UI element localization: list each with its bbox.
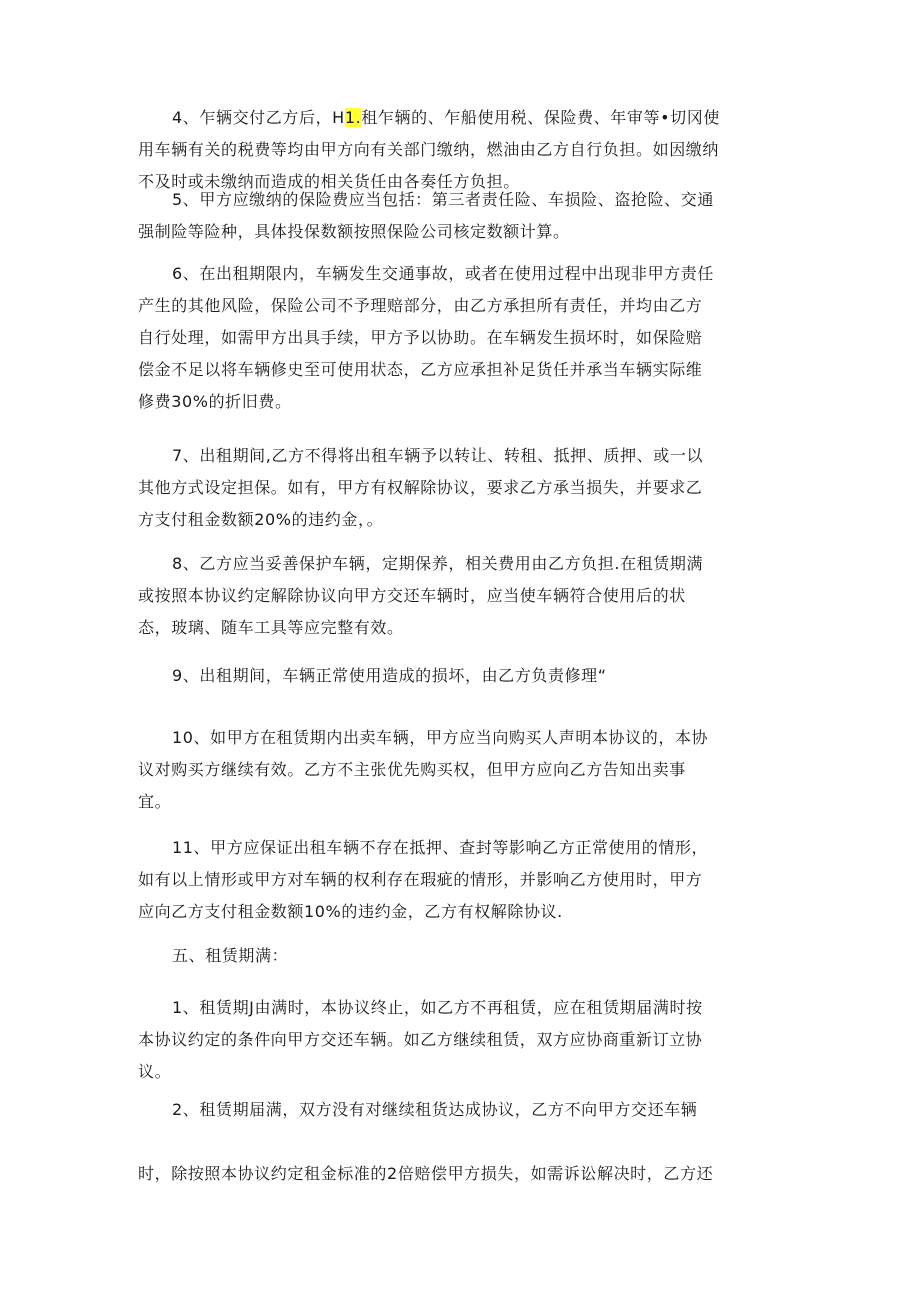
section-5-item-2-continued	[138, 1158, 780, 1190]
highlighted-text: 1.	[344, 108, 362, 127]
text-line	[138, 102, 780, 134]
paragraph-9	[138, 660, 780, 692]
text-line: 自行处理，如需甲方出具手续，甲方予以协助。在车辆发生损坏时，如保险赔	[138, 328, 703, 347]
text-line: 7、出租期间,乙方不得将出租车辆予以转让、转租、抵押、质押、或一以	[172, 446, 704, 465]
text-line: 或按照本协议约定解除协议向甲方交还车辆时，应当使车辆符合使用后的状	[138, 586, 686, 605]
text-line: 11、甲方应保证出租车辆不存在抵押、查封等影响乙方正常使用的情形，	[172, 838, 709, 857]
text-line: 方支付租金数额20%的违约金，。	[138, 510, 384, 529]
text-line: 议对购买方继续有效。乙方不主张优先购买权，但甲方应向乙方告知出卖事	[138, 760, 686, 779]
text-line: 其他方式设定担保。如有，甲方有权解除协议，要求乙方承当损失，并要求乙	[138, 478, 703, 497]
text-line: 应向乙方支付租金数额10%的违约金，乙方有权解除协议.	[138, 902, 563, 921]
paragraph-7	[138, 440, 780, 536]
text-span: 4、乍辆交付乙方后，H	[172, 108, 345, 127]
heading-line: 五、租赁期满：	[172, 946, 289, 965]
text-line: 宜。	[138, 792, 172, 811]
text-line: 5、甲方应缴纳的保险费应当包括：第三者责任险、车损险、盗抢险、交通	[172, 190, 714, 209]
text-line: 8、乙方应当妥善保护车辆，定期保养，相关费用由乙方负担.在租赁期满	[172, 554, 704, 573]
text-line: 时，除按照本协议约定租金标准的2倍赔偿甲方损失，如需诉讼解决时，乙方还	[138, 1164, 714, 1183]
text-line: 如有以上情形或甲方对车辆的权利存在瑕疵的情形，并影响乙方使用时，甲方	[138, 870, 703, 889]
text-line: 产生的其他风险，保险公司不予理赔部分，由乙方承担所有责任，并均由乙方	[138, 296, 703, 315]
text-line: 修费30%的折旧费。	[138, 392, 292, 411]
text-line: 偿金不足以将车辆修史至可使用状态，乙方应承担补足货任并承当车辆实际维	[138, 360, 703, 379]
section-5-item-2	[138, 1094, 780, 1126]
text-span: 租乍辆的、乍船使用税、保险费、年审等•切冈使	[361, 108, 720, 127]
paragraph-6	[138, 258, 780, 418]
paragraph-8	[138, 548, 780, 644]
text-line: 2、租赁期届满，双方没有对继续租货达成协议，乙方不向甲方交还车辆	[172, 1100, 698, 1119]
text-line: 10、如甲方在租赁期内出卖车辆，甲方应当向购买人声明本协议的，本协	[172, 728, 709, 747]
text-line: 1、租赁期J由满时，本协议终止，如乙方不再租赁，应在租赁期届满时按	[172, 998, 703, 1017]
text-line: 9、出租期间，车辆正常使用造成的损坏，由乙方负责修理“	[172, 666, 607, 685]
paragraph-11	[138, 832, 780, 928]
section-5-item-1	[138, 992, 780, 1088]
text-line: 不及时或未缴纳而造成的相关货任由各奏任方负担。	[138, 172, 520, 191]
paragraph-5	[138, 184, 780, 248]
text-line: 强制险等险种，具体投保数额按照保险公司核定数额计算。	[138, 222, 570, 241]
text-line: 态，玻璃、随车工具等应完整有效。	[138, 618, 404, 637]
section-heading-5	[138, 940, 780, 972]
text-line: 用车辆有关的税费等均由甲方向有关部门缴纳，燃油由乙方自行负担。如因缴纳	[138, 140, 720, 159]
paragraph-10	[138, 722, 780, 818]
text-line: 本协议约定的条件向甲方交还车辆。如乙方继续租赁，双方应协商重新订立协	[138, 1030, 703, 1049]
text-line: 6、在出租期限内，车辆发生交通事故，或者在使用过程中出现非甲方责任	[172, 264, 714, 283]
text-line: 议。	[138, 1062, 172, 1081]
